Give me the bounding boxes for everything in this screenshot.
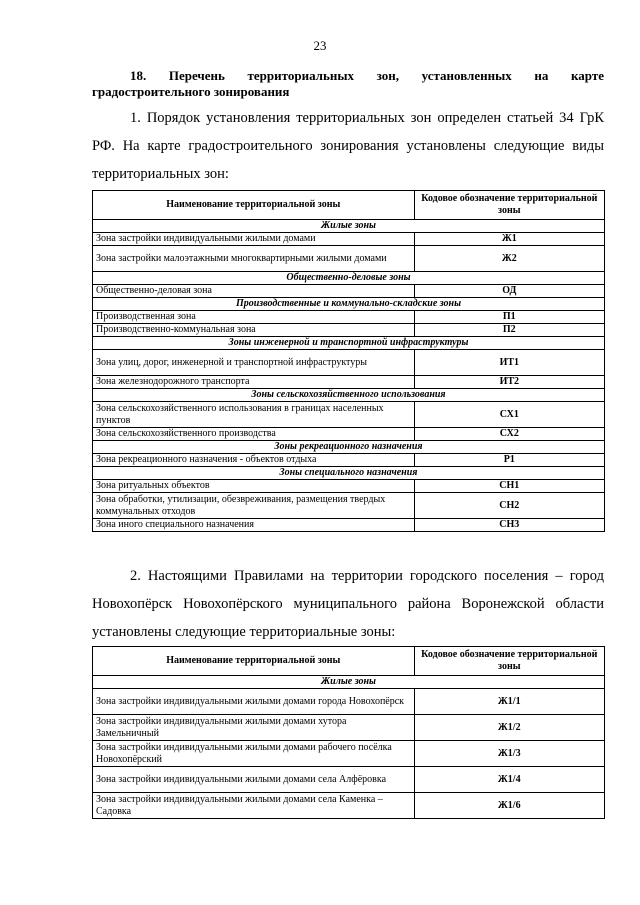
group-title: Зоны сельскохозяйственного использования: [93, 389, 605, 402]
zone-name-cell: Зона улиц, дорог, инженерной и транспортной инфраструктуры: [93, 350, 415, 376]
zone-code-cell: Р1: [414, 454, 604, 467]
table-row: [93, 233, 605, 246]
group-title: Зоны инженерной и транспортной инфраструктуры: [93, 337, 605, 350]
group-title: Жилые зоны: [93, 676, 605, 689]
group-title: Общественно-деловые зоны: [93, 272, 605, 285]
group-row: [93, 220, 605, 233]
group-row: [93, 389, 605, 402]
zone-name-cell: Зона застройки индивидуальными жилыми домами: [93, 233, 415, 246]
section-title: 18. Перечень территориальных зон, установленных на карте градостроительного зонирования: [92, 68, 604, 99]
zone-name-cell: Зона сельскохозяйственного использования в границах населенных пунктов: [93, 402, 415, 428]
header-zone-name: Наименование территориальной зоны: [93, 647, 415, 676]
table-row: [93, 246, 605, 272]
zone-name-cell: Зона иного специального назначения: [93, 519, 415, 532]
group-row: [93, 272, 605, 285]
zone-name-cell: Зона застройки индивидуальными жилыми домами рабочего посёлка Новохопёрский: [93, 741, 415, 767]
zone-name-cell: Зона застройки индивидуальными жилыми домами села Каменка – Садовка: [93, 793, 415, 819]
zone-code-cell: Ж1/1: [414, 689, 604, 715]
zone-name-cell: Производственно-коммунальная зона: [93, 324, 415, 337]
page-number: 23: [313, 38, 327, 53]
table-row: [93, 324, 605, 337]
table-row: [93, 428, 605, 441]
group-title: Производственные и коммунально-складские зоны: [93, 298, 605, 311]
table-row: [93, 741, 605, 767]
group-row: [93, 441, 605, 454]
zone-name-cell: Производственная зона: [93, 311, 415, 324]
zone-code-cell: Ж1/3: [414, 741, 604, 767]
group-title: Жилые зоны: [93, 220, 605, 233]
zone-code-cell: Ж1/2: [414, 715, 604, 741]
zone-name-cell: Общественно-деловая зона: [93, 285, 415, 298]
header-zone-name: Наименование территориальной зоны: [93, 191, 415, 220]
table-row: [93, 480, 605, 493]
group-title: Зоны рекреационного назначения: [93, 441, 605, 454]
table-row: [93, 793, 605, 819]
zones-table-2: [92, 646, 605, 819]
table-row: [93, 689, 605, 715]
zone-code-cell: П2: [414, 324, 604, 337]
table-row: [93, 493, 605, 519]
paragraph-2: 2. Настоящими Правилами на территории городского поселения – город Новохопёрск Новохопёрского муниципального района Воронежской области установлены следующие территориальные зоны:: [92, 568, 604, 640]
table-row: [93, 402, 605, 428]
zone-name-cell: Зона обработки, утилизации, обезвреживания, размещения твердых коммунальных отходов: [93, 493, 415, 519]
zone-code-cell: ИТ1: [414, 350, 604, 376]
table-header-row: [93, 647, 605, 676]
group-row: [93, 298, 605, 311]
group-row: [93, 337, 605, 350]
zone-name-cell: Зона застройки индивидуальными жилыми домами села Алфёровка: [93, 767, 415, 793]
zone-name-cell: Зона застройки индивидуальными жилыми домами города Новохопёрск: [93, 689, 415, 715]
header-zone-code: Кодовое обозначение территориальной зоны: [414, 191, 604, 220]
table-row: [93, 519, 605, 532]
table-row: [93, 454, 605, 467]
zone-name-cell: Зона рекреационного назначения - объектов отдыха: [93, 454, 415, 467]
table-row: [93, 767, 605, 793]
table-row: [93, 350, 605, 376]
zone-name-cell: Зона железнодорожного транспорта: [93, 376, 415, 389]
zone-code-cell: Ж2: [414, 246, 604, 272]
table-row: [93, 285, 605, 298]
zone-code-cell: Ж1/4: [414, 767, 604, 793]
zone-name-cell: Зона застройки малоэтажными многоквартирными жилыми домами: [93, 246, 415, 272]
header-zone-code: Кодовое обозначение территориальной зоны: [414, 647, 604, 676]
group-title: Зоны специального назначения: [93, 467, 605, 480]
table-header-row: [93, 191, 605, 220]
zone-code-cell: СХ2: [414, 428, 604, 441]
zone-name-cell: Зона ритуальных объектов: [93, 480, 415, 493]
zone-code-cell: Ж1: [414, 233, 604, 246]
table-row: [93, 376, 605, 389]
zone-code-cell: СХ1: [414, 402, 604, 428]
zone-code-cell: ОД: [414, 285, 604, 298]
zones-table-1: [92, 190, 605, 532]
table-body: [93, 676, 605, 819]
group-row: [93, 676, 605, 689]
zone-name-cell: Зона сельскохозяйственного производства: [93, 428, 415, 441]
paragraph-1: 1. Порядок установления территориальных зон определен статьей 34 ГрК РФ. На карте градостроительного зонирования установлены следующие виды территориальных зон:: [92, 110, 604, 182]
zone-code-cell: Ж1/6: [414, 793, 604, 819]
group-row: [93, 467, 605, 480]
zone-code-cell: СН1: [414, 480, 604, 493]
zone-code-cell: СН3: [414, 519, 604, 532]
zone-name-cell: Зона застройки индивидуальными жилыми домами хутора Замельничный: [93, 715, 415, 741]
table-row: [93, 311, 605, 324]
zone-code-cell: ИТ2: [414, 376, 604, 389]
table-row: [93, 715, 605, 741]
table-body: [93, 220, 605, 532]
zone-code-cell: П1: [414, 311, 604, 324]
zone-code-cell: СН2: [414, 493, 604, 519]
